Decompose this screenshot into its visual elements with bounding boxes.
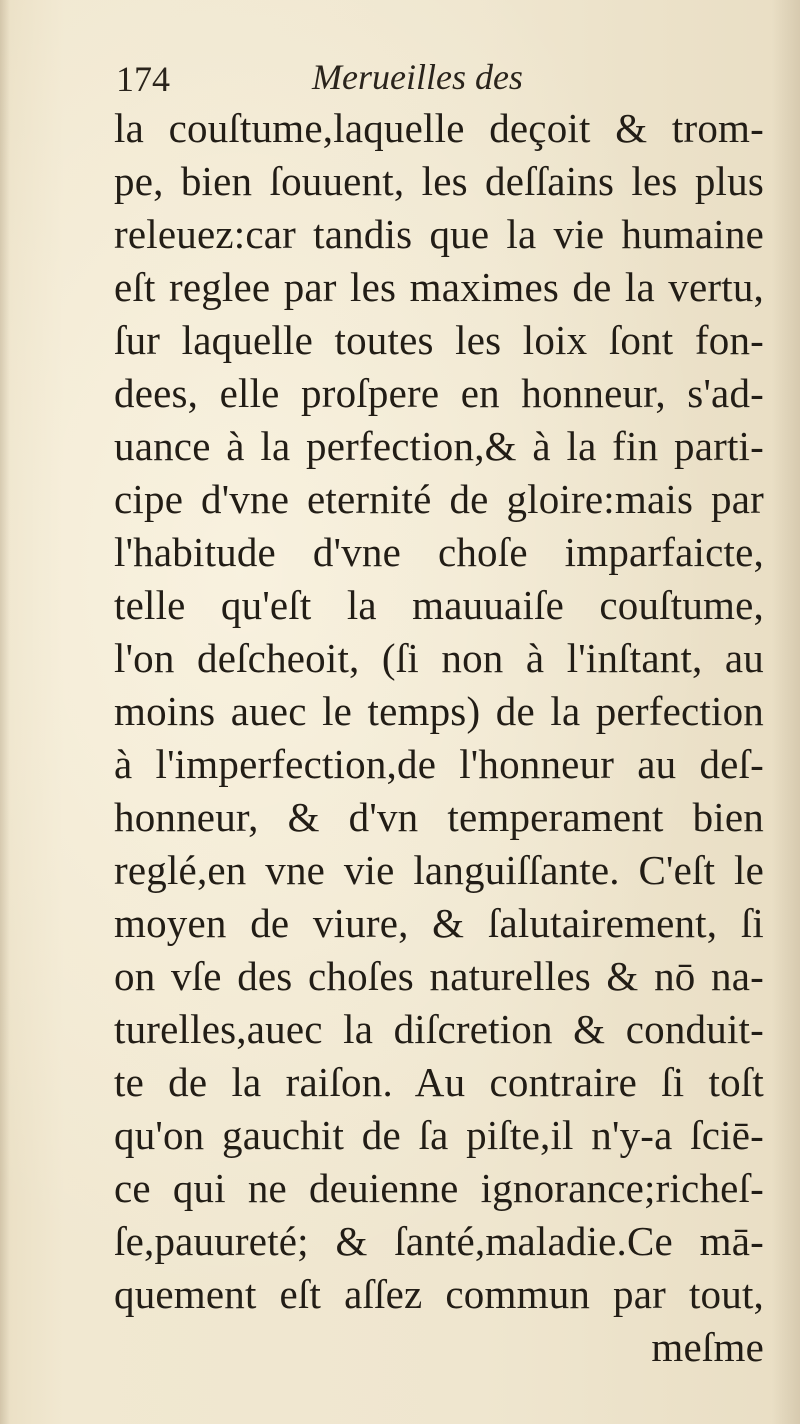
- text-line: qu'on gauchit de ſa piſte,il n'y-a ſciē-: [114, 1112, 764, 1158]
- body-text: [114, 102, 764, 1374]
- text-line: turelles,auec la diſcretion & conduit-: [114, 1006, 764, 1052]
- text-line: l'habitude d'vne choſe imparfaicte,: [114, 529, 764, 575]
- text-line: l'on deſcheoit, (ſi non à l'inſtant, au: [114, 635, 764, 681]
- text-line: reglé,en vne vie languiſſante. C'eſt le: [114, 847, 764, 893]
- text-line: à l'imperfection,de l'honneur au deſ-: [114, 741, 764, 787]
- text-line: eſt reglee par les maximes de la vertu,: [114, 264, 764, 310]
- text-line: ſe,pauureté; & ſanté,maladie.Ce mā-: [114, 1218, 764, 1264]
- text-line: honneur, & d'vn temperament bien: [114, 794, 764, 840]
- catchword: meſme: [651, 1324, 764, 1370]
- text-line: pe, bien ſouuent, les deſſains les plus: [114, 158, 764, 204]
- text-line: moins auec le temps) de la perfection: [114, 688, 764, 734]
- running-title: Merueilles des: [312, 57, 523, 97]
- text-line: telle qu'eſt la mauuaiſe couſtume,: [114, 582, 764, 628]
- page-number: 174: [116, 59, 170, 99]
- text-line: cipe d'vne eternité de gloire:mais par: [114, 476, 764, 522]
- text-line: ſur laquelle toutes les loix ſont fon-: [114, 317, 764, 363]
- text-line: dees, elle proſpere en honneur, s'ad-: [114, 370, 764, 416]
- text-line: ce qui ne deuienne ignorance;richeſ-: [114, 1165, 764, 1211]
- text-line: moyen de viure, & ſalutairement, ſi: [114, 900, 764, 946]
- text-line: releuez:car tandis que la vie humaine: [114, 211, 764, 257]
- text-line: te de la raiſon. Au contraire ſi toſt: [114, 1059, 764, 1105]
- text-line: la couſtume,laquelle deçoit & trom-: [114, 105, 764, 151]
- text-line: on vſe des choſes naturelles & nō na-: [114, 953, 764, 999]
- page-header: [112, 52, 672, 102]
- text-line: quement eſt aſſez commun par tout,: [114, 1271, 764, 1317]
- text-line: uance à la perfection,& à la fin parti-: [114, 423, 764, 469]
